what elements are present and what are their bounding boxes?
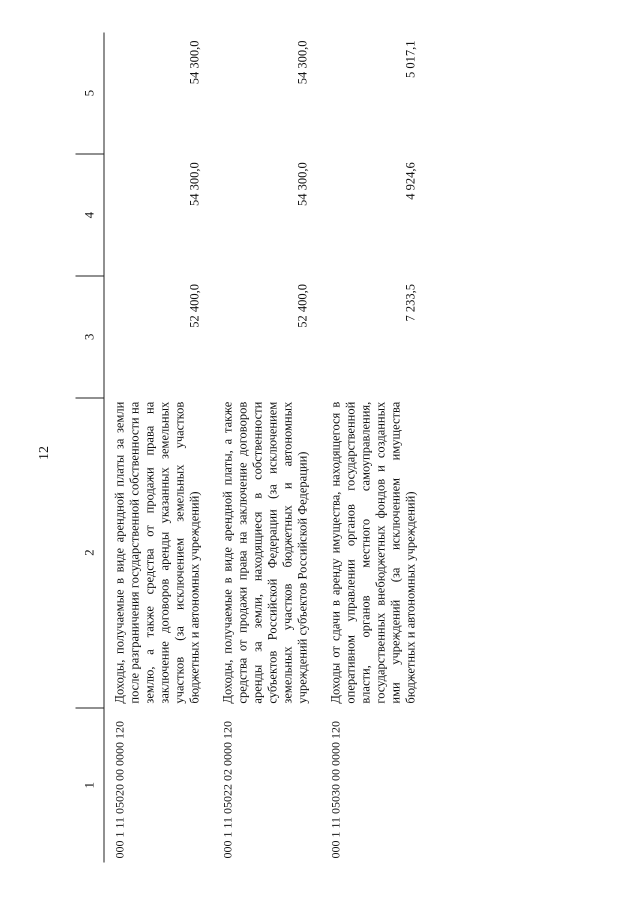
value-col-3: 7 233,5 xyxy=(403,283,417,321)
value-col-4: 4 924,6 xyxy=(403,161,417,200)
income-description: Доходы, получаемые в виде арендной платы за земли после разграничения государственной собственности на землю, а также средства от продажи права на заключение договоров аренды указанных земельных участков (за исключением земельных участков бюджетных и автономных учреждений) xyxy=(112,401,201,704)
value-col-3: 52 400,0 xyxy=(187,283,201,328)
header-row xyxy=(75,32,104,862)
value-col-5: 54 300,0 xyxy=(187,40,201,84)
page-number: 12 xyxy=(37,446,52,460)
header-col-5: 5 xyxy=(75,32,104,154)
value-col-5: 54 300,0 xyxy=(295,40,309,84)
value-col-4: 54 300,0 xyxy=(295,161,309,206)
table-row xyxy=(320,32,428,862)
header-col-4: 4 xyxy=(75,154,104,276)
header-col-1: 1 xyxy=(75,707,104,862)
table-container xyxy=(75,32,610,862)
value-col-5: 5 017,1 xyxy=(403,40,417,78)
header-col-3: 3 xyxy=(75,276,104,398)
value-col-3: 52 400,0 xyxy=(295,283,309,328)
budget-table xyxy=(75,32,428,862)
table-row xyxy=(212,32,320,862)
budget-code: 000 1 11 05020 00 0000 120 xyxy=(112,720,126,858)
budget-table-sheet xyxy=(75,32,610,862)
income-description: Доходы, получаемые в виде арендной платы, а также средства от продажи права на заключение договоров аренды за земли, находящиеся в собственности субъектов Российской Федерации (за исключением земельных участков бюджетных и автономных учреждений субъектов Российской Федерации) xyxy=(220,401,309,704)
table-row xyxy=(104,32,213,862)
header-col-2: 2 xyxy=(75,397,104,707)
budget-code: 000 1 11 05022 02 0000 120 xyxy=(220,720,234,858)
income-description: Доходы от сдачи в аренду имущества, находящегося в оперативном управлении органов государственной власти, органов местного самоуправления, государственных внебюджетных фондов и созданных ими учреждений (за исключением имущества бюджетных и автономных учреждений) xyxy=(328,401,417,704)
value-col-4: 54 300,0 xyxy=(187,161,201,206)
budget-code: 000 1 11 05030 00 0000 120 xyxy=(328,720,342,858)
